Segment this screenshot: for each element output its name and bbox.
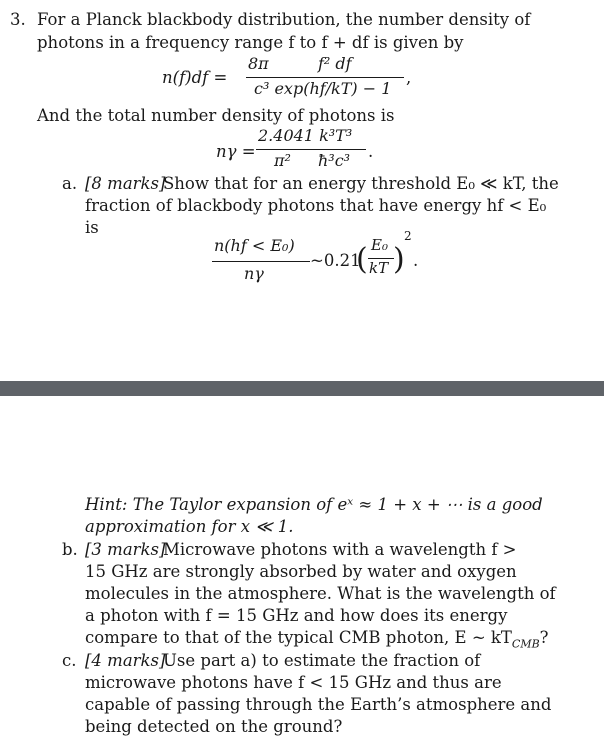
part-c-line3: capable of passing through the Earth’s atmosphere and	[85, 695, 552, 714]
part-a-eq-left-paren: (	[356, 242, 368, 277]
part-a-marks: [8 marks]	[85, 174, 166, 193]
part-a-eq-tail: .	[413, 251, 419, 270]
problem-intro-line1: For a Planck blackbody distribution, the number density of	[37, 10, 531, 29]
hint-line2: approximation for x ≪ 1.	[85, 517, 294, 536]
eq2-denominator-a: π²	[274, 151, 291, 170]
eq2-tail: .	[368, 142, 374, 161]
eq2-denominator-b: ħ³c³	[318, 151, 351, 170]
part-a-label: a.	[62, 174, 78, 193]
part-a-eq-inner-denominator: kT	[369, 259, 389, 277]
part-a-eq-inner-numerator: E₀	[371, 236, 388, 254]
eq2-numerator: 2.4041 k³T³	[258, 126, 353, 145]
eq1-numerator-b: f² df	[318, 54, 352, 73]
part-a-line1: Show that for an energy threshold E₀ ≪ kT, the	[163, 174, 559, 193]
problem-intro-line2: photons in a frequency range f to f + df is given by	[37, 33, 464, 52]
eq1-fraction-bar	[246, 77, 404, 78]
part-b-line5-end: ?	[539, 628, 549, 647]
part-b-line2: 15 GHz are strongly absorbed by water and oxygen	[85, 562, 517, 581]
part-a-eq-exponent: 2	[404, 229, 412, 243]
part-b-line1: Microwave photons with a wavelength f >	[163, 540, 517, 559]
part-c-line1: Use part a) to estimate the fraction of	[163, 651, 481, 670]
eq2-fraction-bar	[256, 149, 366, 150]
part-a-eq-denominator: nγ	[244, 264, 264, 283]
part-c-label: c.	[62, 651, 77, 670]
eq1-lhs: n(f)df =	[162, 68, 228, 87]
total-density-line: And the total number density of photons is	[37, 106, 395, 125]
problem-number: 3.	[10, 10, 26, 29]
part-a-line2: fraction of blackbody photons that have energy hf < E₀	[85, 196, 547, 215]
part-a-eq-fraction-bar	[212, 261, 310, 262]
eq1-numerator-a: 8π	[248, 54, 269, 73]
part-b-line3: molecules in the atmosphere. What is the wavelength of	[85, 584, 556, 603]
part-a-eq-numerator: n(hf < E₀)	[214, 236, 295, 255]
part-b-line5-subscript: CMB	[511, 637, 540, 651]
page-divider	[0, 381, 604, 396]
part-b-label: b.	[62, 540, 78, 559]
part-b-line4: a photon with f = 15 GHz and how does its energy	[85, 606, 508, 625]
part-b-marks: [3 marks]	[85, 540, 166, 559]
eq2-lhs: nγ =	[216, 142, 256, 161]
part-c-marks: [4 marks]	[85, 651, 166, 670]
part-c-line4: being detected on the ground?	[85, 717, 343, 736]
eq1-denominator: c³ exp(hf/kT) − 1	[254, 79, 392, 98]
eq1-tail: ,	[406, 68, 412, 87]
part-c-line2: microwave photons have f < 15 GHz and thus are	[85, 673, 502, 692]
part-a-eq-approx: ~0.21	[310, 251, 361, 270]
part-b-line5-text: compare to that of the typical CMB photon, E ~ kT	[85, 628, 512, 647]
part-a-eq-right-paren: )	[393, 242, 405, 277]
part-a-line3: is	[85, 218, 99, 237]
hint-line1: Hint: The Taylor expansion of eˣ ≈ 1 + x + ⋯ is a good	[85, 495, 543, 514]
